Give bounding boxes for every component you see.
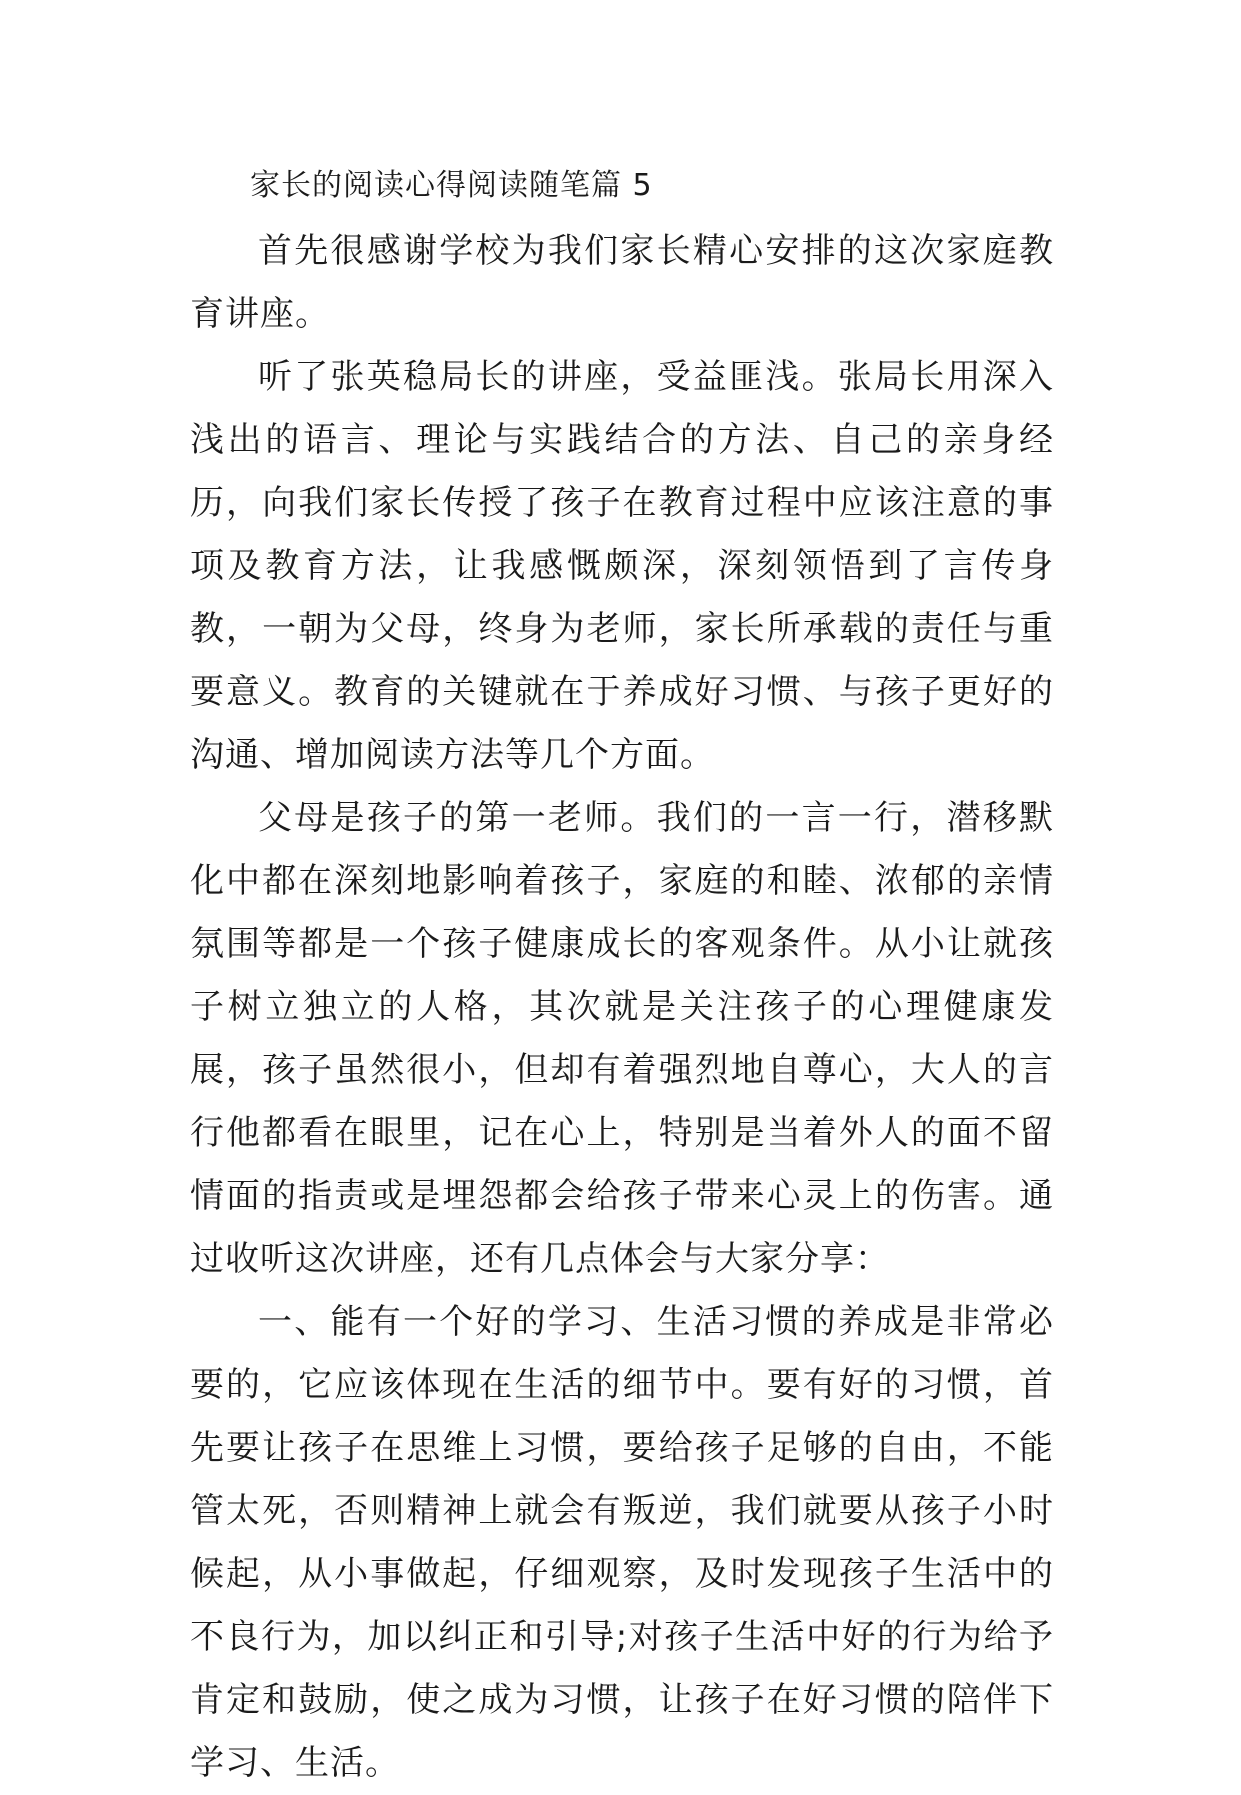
paragraph-4: 一、能有一个好的学习、生活习惯的养成是非常必要的，它应该体现在生活的细节中。要有好的习惯，首先要让孩子在思维上习惯，要给孩子足够的自由，不能管太死，否则精神上就会有叛逆，我们就要从孩子小时候起，从小事做起，仔细观察，及时发现孩子生活中的不良行为，加以纠正和引导;对孩子生活中好的行为给予肯定和鼓励，使之成为习惯，让孩子在好习惯的陪伴下学习、生活。: [190, 1302, 1054, 1783]
document-body: [190, 220, 1054, 1795]
paragraph-3: 父母是孩子的第一老师。我们的一言一行，潜移默化中都在深刻地影响着孩子，家庭的和睦、浓郁的亲情氛围等都是一个孩子健康成长的客观条件。从小让就孩子树立独立的人格，其次就是关注孩子的心理健康发展，孩子虽然很小，但却有着强烈地自尊心，大人的言行他都看在眼里，记在心上，特别是当着外人的面不留情面的指责或是埋怨都会给孩子带来心灵上的伤害。通过收听这次讲座，还有几点体会与大家分享：: [190, 798, 1054, 1279]
paragraph-2: 听了张英稳局长的讲座，受益匪浅。张局长用深入浅出的语言、理论与实践结合的方法、自己的亲身经历，向我们家长传授了孩子在教育过程中应该注意的事项及教育方法，让我感慨颇深，深刻领悟到了言传身教，一朝为父母，终身为老师，家长所承载的责任与重要意义。教育的关键就在于养成好习惯、与孩子更好的沟通、增加阅读方法等几个方面。: [190, 357, 1054, 775]
paragraph-1: 首先很感谢学校为我们家长精心安排的这次家庭教育讲座。: [190, 231, 1054, 334]
document-title: 家长的阅读心得阅读随笔篇 5: [250, 168, 653, 203]
